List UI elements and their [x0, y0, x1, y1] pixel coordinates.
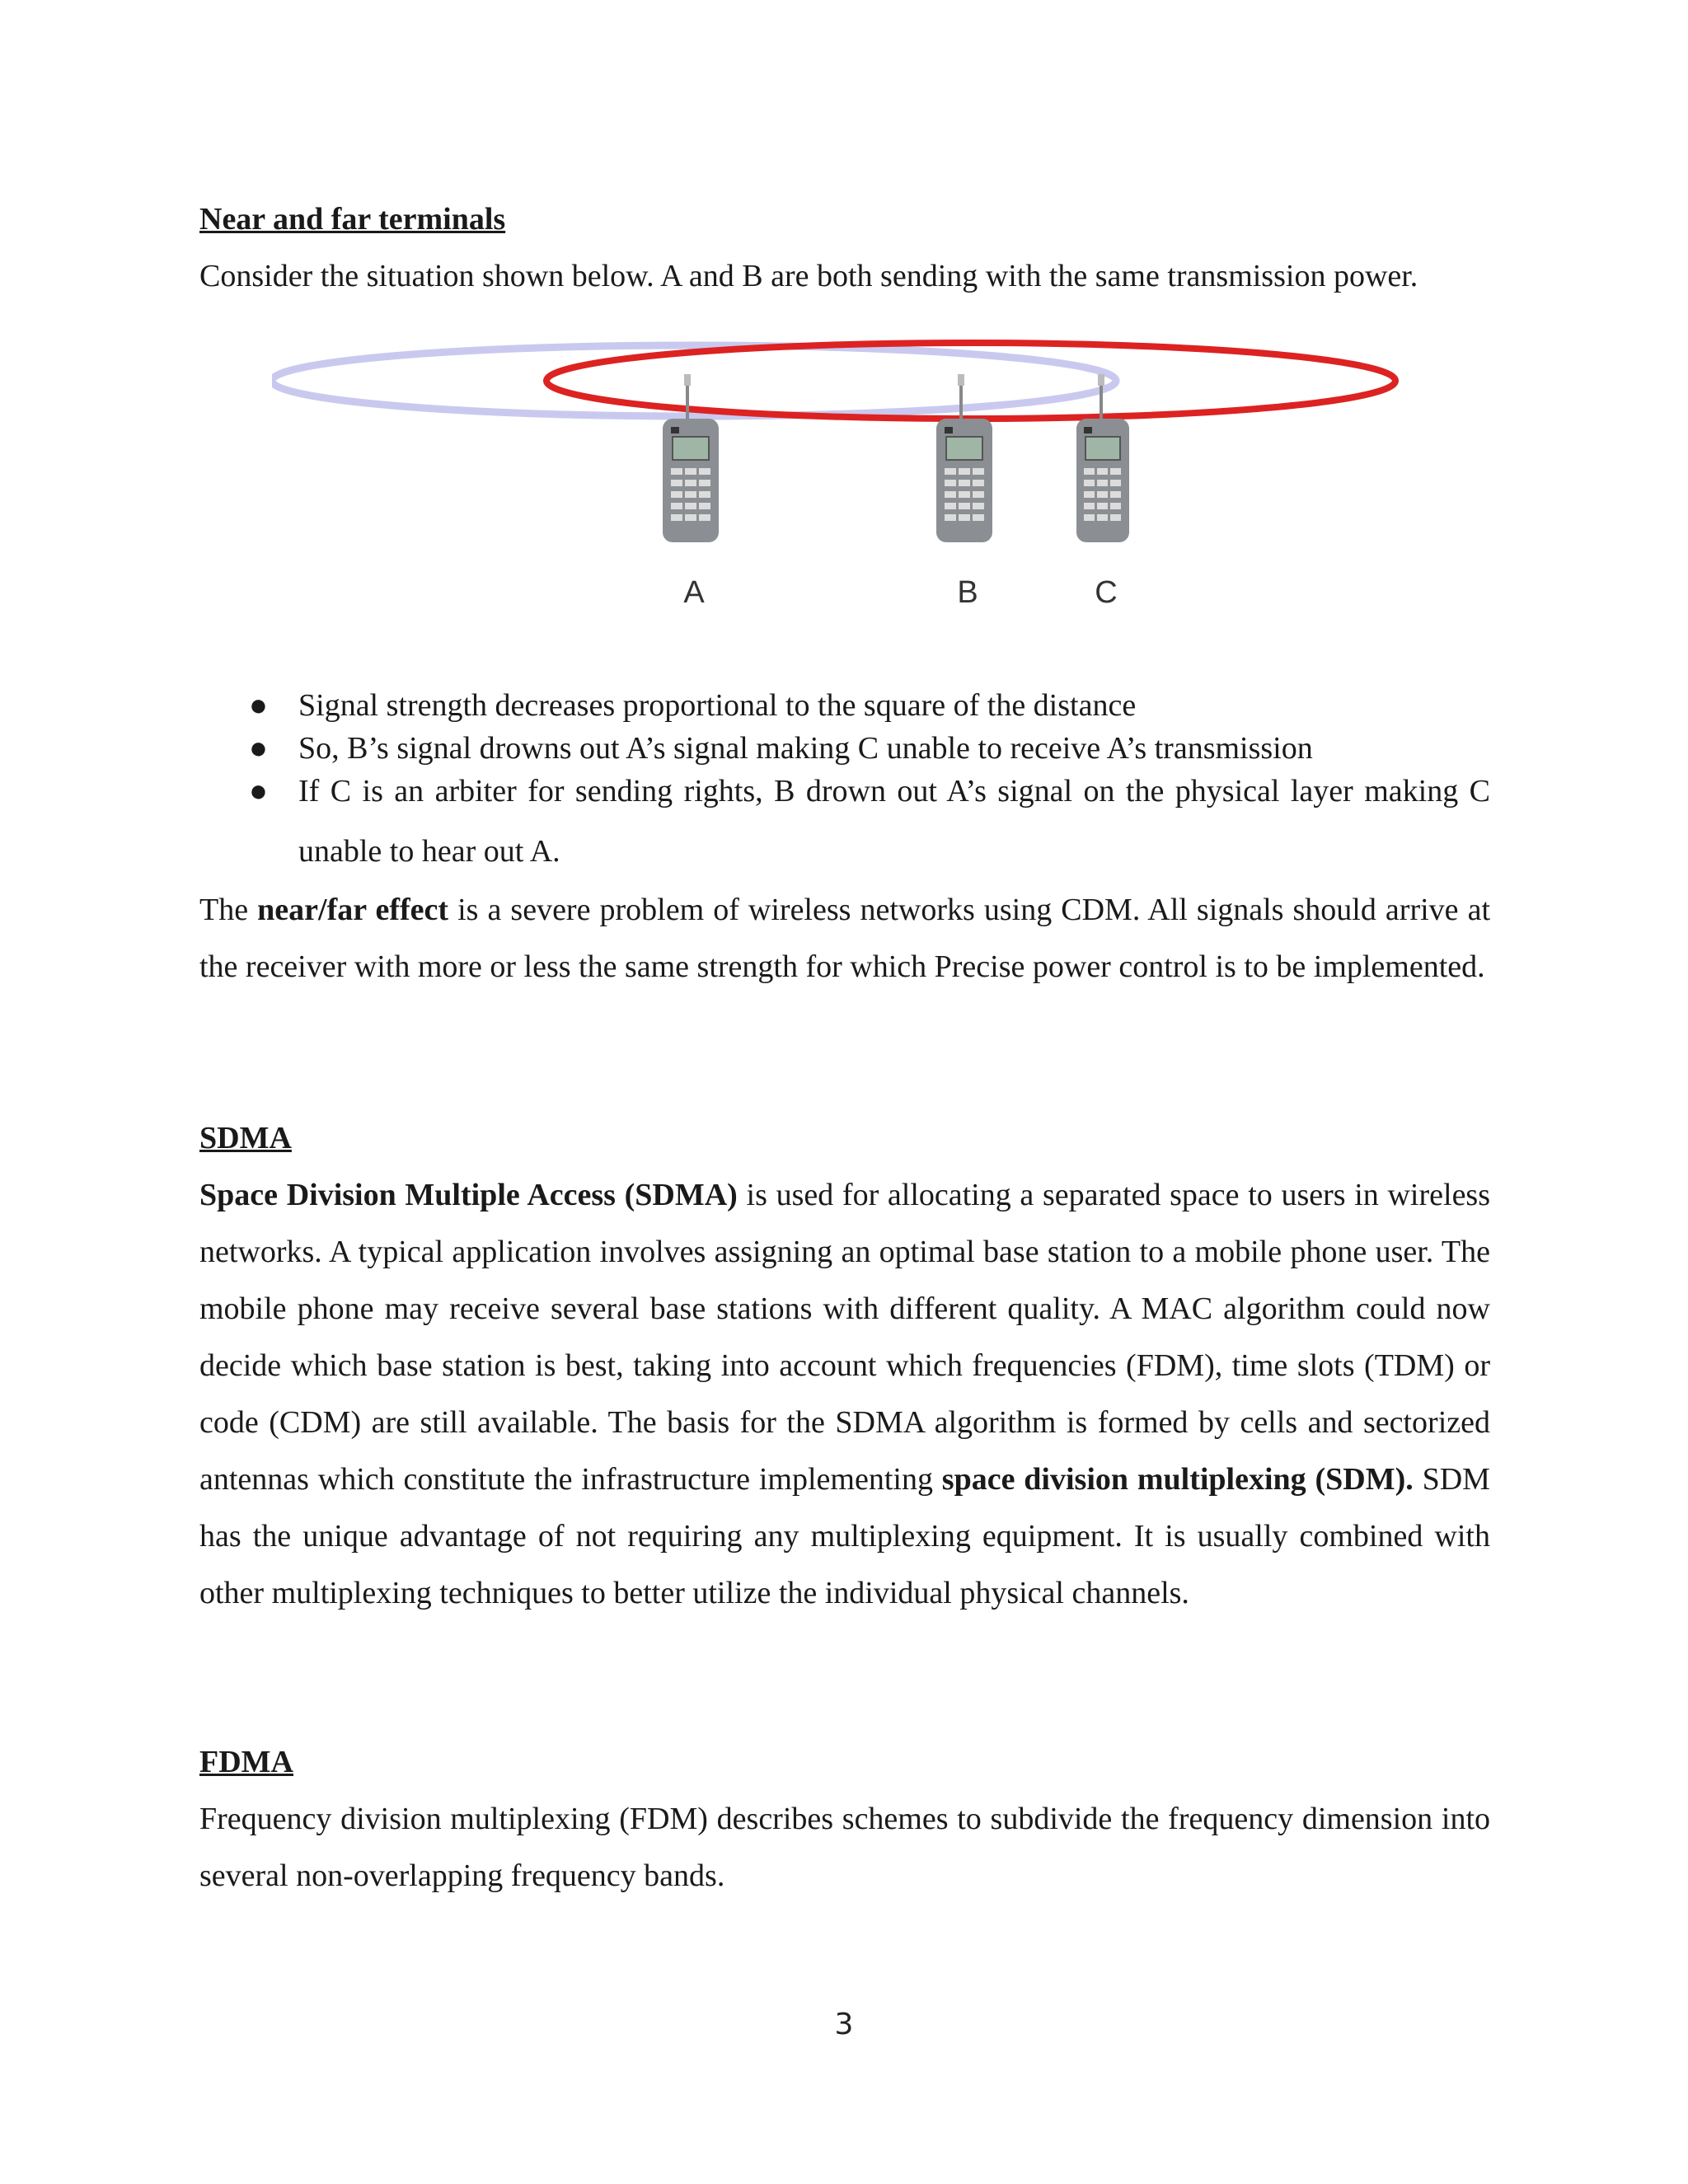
- page-number: 3: [834, 2008, 854, 2041]
- phone-b-icon: [936, 374, 992, 542]
- label-b: B: [957, 575, 978, 610]
- bullet-dot-icon: ●: [249, 688, 268, 723]
- sdm-term: space division multiplexing (SDM).: [941, 1462, 1414, 1497]
- near-far-section: [199, 191, 1490, 305]
- sdma-term: Space Division Multiple Access (SDMA): [199, 1178, 738, 1212]
- phone-c-icon: [1076, 374, 1129, 542]
- near-far-figure: [272, 326, 1426, 622]
- near-far-diagram: [272, 326, 1426, 622]
- sdma-heading: SDMA: [199, 1121, 292, 1155]
- blue-range-ring: [272, 345, 1116, 416]
- bullet-list: [199, 684, 1490, 882]
- bullet-dot-icon: ●: [249, 774, 268, 808]
- fdma-heading: FDMA: [199, 1745, 293, 1779]
- near-far-paragraph: The near/far effect is a severe problem of wireless networks using CDM. All signals should arrive at the receiver with more or less the same strength for which Precise power control is to be implemented.: [199, 893, 1491, 984]
- phone-a-icon: [663, 374, 719, 542]
- label-c: C: [1095, 575, 1118, 610]
- near-far-intro: Consider the situation shown below. A and B are both sending with the same transmission power.: [199, 259, 1418, 293]
- fdma-paragraph: Frequency division multiplexing (FDM) describes schemes to subdivide the frequency dimension into several non-overlapping frequency bands.: [199, 1802, 1490, 1893]
- label-a: A: [683, 575, 705, 610]
- near-far-effect-term: near/far effect: [257, 893, 449, 927]
- fdma-section: [199, 1734, 1490, 1905]
- bullet-item-1: ● Signal strength decreases proportional to the square of the distance: [199, 684, 1490, 727]
- sdma-section: [199, 1110, 1490, 1622]
- near-far-heading: Near and far terminals: [199, 202, 506, 237]
- bullet-item-2: ● So, B’s signal drowns out A’s signal making C unable to receive A’s transmission: [199, 727, 1490, 770]
- sdma-paragraph: Space Division Multiple Access (SDMA) is used for allocating a separated space to users in wireless networks. A typical application involves assigning an optimal base station to a mobile phone user. The mobile phone may receive several base stations with different quality. A MAC algorithm could now decide which base station is best, taking into account which frequencies (FDM), time slots (TDM) or code (CDM) are still available. The basis for the SDMA algorithm is formed by cells and sectorized antennas which constitute the infrastructure implementing space division multiplexing (SDM). SDM has the unique advantage of not requiring any multiplexing equipment. It is usually combined with other multiplexing techniques to better utilize the individual physical channels.: [199, 1178, 1491, 1610]
- bullet-dot-icon: ●: [249, 731, 268, 766]
- bullet-item-3: ● If C is an arbiter for sending rights, B drown out A’s signal on the physical layer making C unable to hear out A.: [199, 762, 1490, 882]
- near-far-bullets: [199, 684, 1490, 882]
